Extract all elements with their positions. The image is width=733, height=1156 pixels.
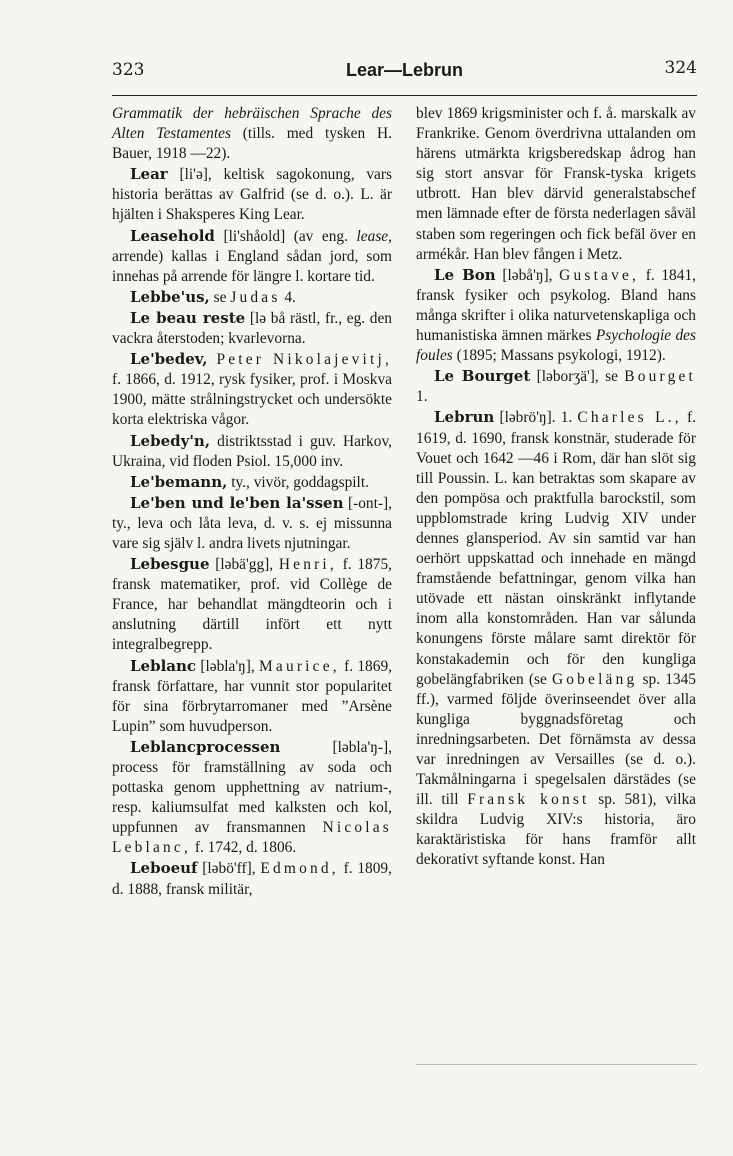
headword: Leblancprocessen (130, 737, 281, 756)
entry-leblanc: Leblanc [ləbla'ŋ], Maurice, f. 1869, fransk författare, har vunnit stor popularitet för sina förbrytarromaner med ”Arsène Lupin” som huvudperson. (112, 656, 392, 735)
headword: Lebrun (434, 408, 495, 427)
running-title: Lear—Lebrun (345, 60, 464, 80)
entry-continuation: blev 1869 krigsminister och f. å. marskalk av Frankrike. Genom överdrivna uttalanden om härens utmärkta krigsberedskap ådrog han sig stort ansvar för Fransk-tyska krigets utbrott. Han blev därvid generalstabschef men lämnade efter de första nederlagen såväl staben som regeringen och fick befäl över en armékår. Han blev fången i Metz. (416, 105, 696, 263)
entry-leben-und-leben-lassen: Le'ben und le'ben la'ssen [-ont-], ty., leva och låta leva, d. v. s. ej missunna vare sig själv l. andra livets njutningar. (112, 493, 392, 552)
page-number-left: 323 (112, 60, 145, 80)
headword: Leasehold (130, 226, 215, 245)
entry-lear: Lear [li'ə], keltisk sagokonung, vars historia berättas av Galfrid (se d. o.). L. är hjälten i Shaksperes King Lear. (112, 165, 392, 224)
right-column (416, 104, 696, 871)
page-header (112, 56, 697, 86)
headword: Le'bemann, (130, 472, 228, 491)
entry-leblancprocessen: Leblancprocessen [ləbla'ŋ-], process för framställning av soda och pottaska genom upphettning av natrium-, resp. kaliumsulfat med kalksten och kol, uppfunnen av fransmannen Nicolas Leblanc, f. 1742, d. 1806. (112, 737, 392, 857)
entry-lebrun: Lebrun [ləbrö'ŋ]. 1. Charles L., f. 1619, d. 1690, fransk konstnär, studerade för Vouet och 1642 —46 i Rom, där han slöt sig till Poussin. L. kan betraktas som skapare av den pompösa och praktfulla barockstil, som uppblomstrade kring Ludvig XIV under dennes glansperiod. Av sin samtid var han oerhört uppskattad och innehade en mängd framstående befattningar, genom vilka han utövade ett nästan oinskränkt inflytande inom alla konstområden. Han var sålunda konungens förste målare samt direktör för konstakademin och för den kungliga gobelängfabriken (se Gobeläng sp. 1345 ff.), varmed följde överinseendet över alla kungliga byggnadsföretag och inredningsarbeten. Det förnämsta av dessa var inredningen av Versailles (se d. o.). Takmålningarna i spegelsalen därstädes (se ill. till Fransk konst sp. 581), vilka skildra Ludvig XIV:s historia, äro karaktäristiska för hans framför allt dekorativt syftande konst. Han (416, 408, 697, 869)
headword: Le Bourget (434, 367, 531, 386)
entry-continuation: Grammatik der hebräischen Sprache des Alten Testamentes (tills. med tysken H. Bauer, 1918 —22). (112, 105, 392, 163)
entry-le-beau-reste: Le beau reste [lə bå rästl, fr., eg. den vackra återstoden; kvarlevorna. (112, 308, 392, 348)
page-number-right: 324 (664, 58, 697, 78)
headword: Leboeuf (130, 859, 198, 878)
headword: Le Bon (434, 265, 496, 284)
entry-le-bon: Le Bon [ləbå'ŋ], Gustave, f. 1841, fransk fysiker och psykolog. Bland hans många skrifter i olika naturvetenskapliga och humanistiska ämnen märkes Psychologie des foules (1895; Massans psykologi, 1912). (416, 265, 696, 365)
entry-leasehold: Leasehold [li'shåold] (av eng. lease, arrende) kallas i England sådan jord, som innehas på arrende för längre l. kortare tid. (112, 226, 392, 285)
headword: Le beau reste (130, 308, 246, 327)
entry-lebbeus: Lebbe'us, se Judas 4. (130, 287, 296, 306)
entry-lebedyn: Lebedy'n, distriktsstad i guv. Harkov, Ukraina, vid floden Psiol. 15,000 inv. (112, 431, 392, 470)
entry-lebemann: Le'bemann, ty., vivör, goddagspilt. (130, 472, 369, 491)
header-rule (112, 95, 697, 96)
headword: Leblanc (130, 656, 197, 675)
headword: Le'ben und le'ben la'ssen (130, 493, 344, 512)
entry-le-bourget: Le Bourget [ləborʒä'], se Bourget 1. (416, 367, 696, 406)
entry-lebesgue: Lebesgue [ləbä'gg], Henri, f. 1875, fransk matematiker, prof. vid Collège de France, har behandlat mängdteorin och i anslutning därtill infört ett nytt integralbegrepp. (112, 555, 392, 654)
entry-lebedev: Le'bedev, Peter Nikolajevitj, f. 1866, d. 1912, rysk fysiker, prof. i Moskva 1900, mätte strålningstrycket och undersökte korta elektriska vågor. (112, 350, 392, 429)
headword: Lear (130, 165, 168, 184)
headword: Le'bedev, (130, 350, 208, 369)
left-column (112, 104, 392, 900)
headword: Lebedy'n, (130, 431, 211, 450)
headword: Lebbe'us, (130, 287, 210, 306)
column-end-rule (416, 1064, 697, 1065)
headword: Lebesgue (130, 555, 210, 574)
entry-leboeuf: Leboeuf [ləbö'ff], Edmond, f. 1809, d. 1888, fransk militär, (112, 859, 392, 898)
